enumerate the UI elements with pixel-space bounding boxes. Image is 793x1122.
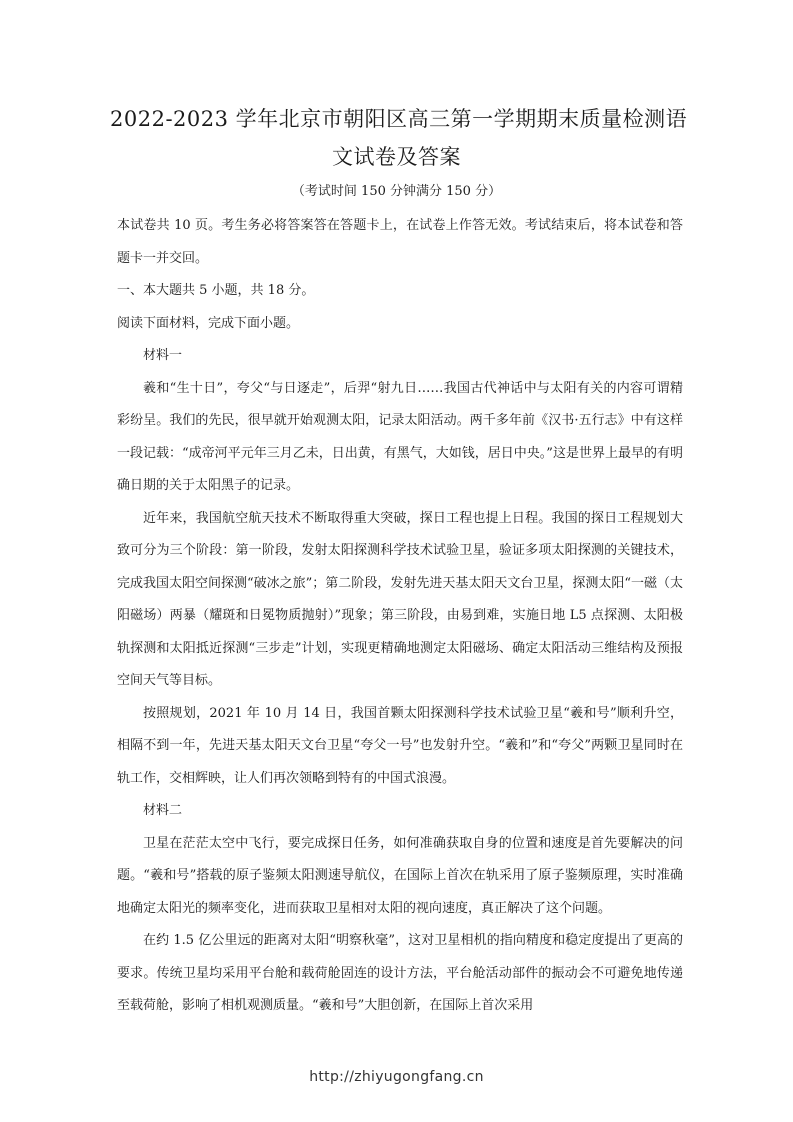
material-2-paragraph-2: 在约 1.5 亿公里远的距离对太阳“明察秋毫”，这对卫星相机的指向精度和稳定度提出了更高的要求。传统卫星均采用平台舱和载荷舱固连的设计方法，平台舱活动部件的振动会不可避免地传递至载荷舱，影响了相机观测质量。“羲和号”大胆创新，在国际上首次采用 bbox=[117, 933, 683, 1013]
section-heading: 一、本大题共 5 小题，共 18 分。 bbox=[117, 283, 315, 298]
exam-duration-note: （考试时间 150 分钟满分 150 分） bbox=[291, 184, 502, 199]
material-1-paragraph-1: 羲和“生十日”，夸父“与日逐走”，后羿“射九日……我国古代神话中与太阳有关的内容可谓精彩纷呈。我们的先民，很早就开始观测太阳，记录太阳活动。两千多年前《汉书·五行志》中有这样一段记载：“成帝河平元年三月乙未，日出黄，有黑气，大如钱，居日中央。”这是世界上最早的有明确日期的关于太阳黑子的记录。 bbox=[117, 380, 683, 493]
title-block bbox=[110, 100, 688, 202]
material-2-label: 材料二 bbox=[143, 803, 183, 818]
material-1-paragraph-3: 按照规划，2021 年 10 月 14 日，我国首颗太阳探测科学技术试验卫星“羲和号”顺利升空，相隔不到一年，先进天基太阳天文台卫星“夸父一号”也发射升空。“羲和”和“夸父”两颗卫星同时在轨工作，交相辉映，让人们再次领略到特有的中国式浪漫。 bbox=[117, 705, 683, 786]
document-body bbox=[117, 210, 683, 1023]
reading-instruction: 阅读下面材料，完成下面小题。 bbox=[117, 315, 300, 331]
page-title-line-1: 2022-2023 学年北京市朝阳区高三第一学期期末质量检测语 bbox=[110, 107, 688, 131]
intro-paragraph: 本试卷共 10 页。考生务必将答案答在答题卡上，在试卷上作答无效。考试结束后，将本试卷和答题卡一并交回。 bbox=[117, 218, 683, 266]
material-1-paragraph-2: 近年来，我国航空航天技术不断取得重大突破，探日工程也提上日程。我国的探日工程规划大致可分为三个阶段：第一阶段，发射太阳探测科学技术试验卫星，验证多项太阳探测的关键技术，完成我国太阳空间探测“破冰之旅”；第二阶段，发射先进天基太阳天文台卫星，探测太阳“一磁（太阳磁场）两暴（耀斑和日冕物质抛射）”现象；第三阶段，由易到难，实施日地 L5 点探测、太阳极轨探测和太阳抵近探测“三步走”计划，实现更精确地测定太阳磁场、确定太阳活动三维结构及预报空间天气等目标。 bbox=[117, 510, 683, 688]
material-2-paragraph-1: 卫星在茫茫太空中飞行，要完成探日任务，如何准确获取自身的位置和速度是首先要解决的问题。“羲和号”搭载的原子鉴频太阳测速导航仪，在国际上首次在轨采用了原子鉴频原理，实时准确地确定太阳光的频率变化，进而获取卫星相对太阳的视向速度，真正解决了这个问题。 bbox=[117, 835, 683, 916]
footer-url: http://zhiyugongfang.cn bbox=[309, 1069, 484, 1085]
material-1-label: 材料一 bbox=[143, 348, 183, 363]
page-title-line-2: 文试卷及答案 bbox=[332, 145, 461, 169]
